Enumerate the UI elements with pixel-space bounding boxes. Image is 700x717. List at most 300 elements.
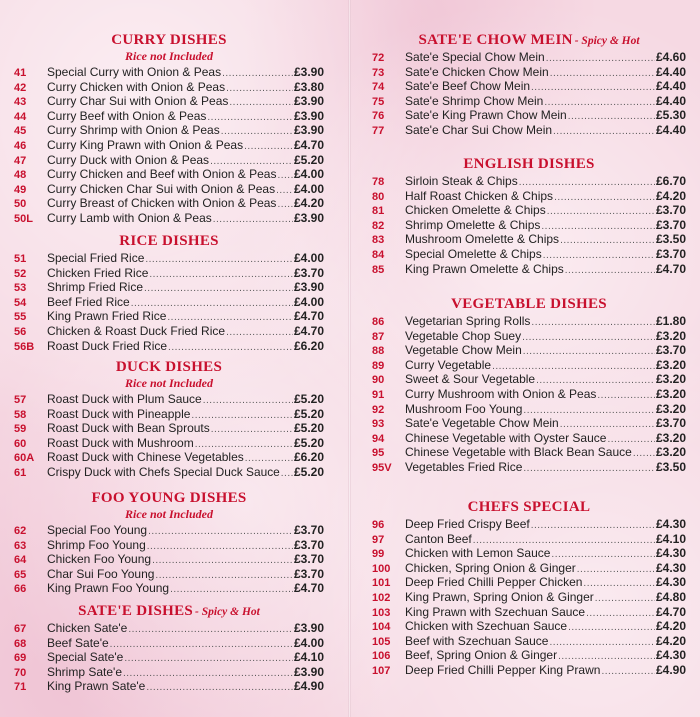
item-number: 72 [372, 52, 385, 64]
item-number: 61 [14, 466, 27, 479]
item-number: 59 [14, 423, 27, 436]
page-fold [348, 0, 351, 717]
item-price: £3.70 [655, 217, 686, 232]
item-number: 84 [372, 248, 385, 261]
item-number: 106 [372, 650, 391, 663]
item-name: Vegetarian Spring Rolls [405, 314, 531, 328]
menu-item-row [14, 65, 324, 80]
section-duck-dishes [14, 358, 324, 480]
item-number: 43 [14, 96, 27, 109]
item-price: £5.30 [655, 108, 686, 123]
menu-items [14, 251, 324, 353]
dot-leader [144, 282, 293, 297]
menu-item-row [372, 619, 686, 634]
item-number: 44 [14, 110, 27, 123]
section-title: CHEFS SPECIAL [467, 499, 591, 515]
item-number: 95 [372, 447, 385, 460]
item-price: £4.30 [655, 575, 686, 590]
menu-item-row [372, 108, 686, 123]
menu-item-row [372, 416, 686, 431]
dot-leader [595, 592, 655, 607]
item-price: £4.30 [655, 560, 686, 575]
item-price: £4.70 [655, 604, 686, 619]
menu-items [372, 50, 686, 138]
item-name: King Prawn, Spring Onion & Ginger [405, 589, 594, 604]
menu-item-row [14, 552, 324, 567]
item-price: £6.20 [293, 450, 324, 465]
item-number: 71 [14, 681, 27, 694]
item-price: £4.30 [655, 517, 686, 531]
item-number: 68 [14, 637, 27, 650]
item-price: £3.20 [655, 328, 686, 343]
item-name: Sate'e Vegetable Chow Mein [405, 416, 559, 431]
item-name: Shrimp Foo Young [47, 537, 146, 552]
item-number: 100 [372, 562, 391, 575]
dot-leader [213, 213, 293, 228]
menu-item-row [14, 650, 324, 665]
item-price: £4.40 [655, 64, 686, 79]
item-price: £6.20 [293, 338, 324, 353]
menu-item-row [372, 402, 686, 417]
item-price: £4.20 [655, 633, 686, 648]
item-number: 55 [14, 311, 27, 324]
item-number: 95V [372, 461, 392, 474]
item-name: Curry Char Sui with Onion & Peas [47, 94, 229, 109]
item-price: £4.90 [655, 662, 686, 677]
section-title: SATE'E DISHES [78, 603, 194, 619]
item-number: 49 [14, 183, 27, 196]
item-number: 56 [14, 325, 27, 338]
item-name: Curry Duck with Onion & Peas [47, 152, 210, 167]
item-name: Beef Sate'e [47, 635, 109, 650]
menu-items [14, 621, 324, 694]
item-number: 83 [372, 234, 385, 247]
menu-item-row [14, 392, 324, 407]
dot-leader [276, 184, 293, 199]
item-name: Roast Duck with Bean Sprouts [47, 421, 210, 436]
dot-leader [222, 67, 293, 82]
menu-item-row [14, 94, 324, 109]
item-name: Shrimp Fried Rice [47, 280, 144, 295]
item-number: 41 [14, 67, 27, 79]
item-price: £5.20 [293, 392, 324, 406]
menu-item-row [372, 648, 686, 663]
item-price: £4.70 [293, 323, 324, 338]
item-name: Roast Duck Fried Rice [47, 338, 168, 353]
item-number: 69 [14, 652, 27, 665]
item-name: Chicken with Lemon Sauce [405, 546, 551, 561]
section-title: RICE DISHES [119, 233, 219, 249]
item-name: Shrimp Sate'e [47, 664, 122, 679]
item-name: Roast Duck with Plum Sauce [47, 392, 202, 406]
dot-leader [123, 667, 293, 682]
item-name: Beef with Szechuan Sauce [405, 633, 549, 648]
menu-item-row [14, 138, 324, 153]
item-number: 66 [14, 583, 27, 596]
menu-item-row [14, 80, 324, 95]
dot-leader [577, 563, 655, 578]
item-price: £3.70 [293, 537, 324, 552]
item-price: £3.80 [293, 79, 324, 94]
item-price: £5.20 [293, 421, 324, 436]
item-price: £5.20 [293, 406, 324, 421]
item-price: £4.10 [293, 650, 324, 665]
item-number: 73 [372, 66, 385, 79]
item-name: Special Sate'e [47, 650, 124, 665]
item-name: Shrimp Omelette & Chips [405, 217, 541, 232]
item-number: 60A [14, 452, 35, 465]
item-price: £4.00 [293, 635, 324, 650]
menu-item-row [14, 266, 324, 281]
menu-item-row [372, 189, 686, 204]
menu-item-row [14, 567, 324, 582]
item-number: 107 [372, 664, 391, 677]
dot-leader [583, 577, 655, 592]
item-number: 85 [372, 263, 385, 276]
dot-leader [146, 681, 293, 696]
dot-leader [523, 462, 655, 477]
menu-item-row [372, 590, 686, 605]
menu-items [14, 392, 324, 480]
item-price: £4.40 [655, 79, 686, 94]
item-number: 80 [372, 190, 385, 203]
dot-leader [633, 447, 655, 462]
menu-item-row [372, 605, 686, 620]
menu-item-row [372, 431, 686, 446]
item-name: Vegetable Chow Mein [405, 343, 522, 358]
item-price: £6.70 [655, 174, 686, 188]
menu-item-row [14, 211, 324, 226]
item-number: 63 [14, 539, 27, 552]
menu-item-row [14, 182, 324, 197]
dot-leader [586, 607, 655, 622]
item-price: £1.80 [655, 314, 686, 328]
dot-leader [565, 264, 655, 279]
item-number: 97 [372, 533, 385, 546]
section-heading [372, 498, 686, 516]
dot-leader [277, 198, 293, 213]
dot-leader [110, 638, 293, 653]
item-name: Chinese Vegetable with Oyster Sauce [405, 430, 607, 445]
item-name: Curry Chicken Char Sui with Onion & Peas [47, 181, 276, 196]
item-name: Chicken with Szechuan Sauce [405, 619, 568, 634]
dot-leader [147, 540, 293, 555]
dot-leader [203, 394, 293, 409]
dot-leader [523, 345, 655, 360]
section-title: SATE'E CHOW MEIN [418, 32, 573, 48]
item-price: £3.70 [293, 566, 324, 581]
menu-item-row [14, 251, 324, 266]
menu-item-row [372, 232, 686, 247]
menu-item-row [14, 636, 324, 651]
section-heading [14, 232, 324, 250]
section-heading [372, 155, 686, 173]
dot-leader [229, 96, 293, 111]
item-price: £5.20 [293, 152, 324, 167]
item-number: 65 [14, 568, 27, 581]
item-number: 89 [372, 359, 385, 372]
dot-leader [560, 234, 655, 249]
item-name: Mushroom Omelette & Chips [405, 232, 560, 247]
item-name: Special Curry with Onion & Peas [47, 65, 222, 79]
item-price: £3.20 [655, 372, 686, 387]
item-name: Chicken Omelette & Chips [405, 203, 546, 218]
dot-leader [550, 67, 655, 82]
item-price: £3.50 [655, 232, 686, 247]
item-name: Sirloin Steak & Chips [405, 174, 518, 188]
section-satee-chow-mein [372, 31, 686, 138]
item-price: £3.70 [655, 343, 686, 358]
item-number: 88 [372, 345, 385, 358]
section-heading [372, 295, 686, 313]
item-number: 90 [372, 374, 385, 387]
item-number: 45 [14, 125, 27, 138]
item-name: Sate'e Shrimp Chow Mein [405, 93, 544, 108]
dot-leader [281, 467, 293, 482]
item-number: 102 [372, 591, 391, 604]
dot-leader [568, 621, 655, 636]
item-name: Curry Mushroom with Onion & Peas [405, 386, 597, 401]
section-heading [14, 602, 324, 620]
menu-item-row [372, 387, 686, 402]
section-vegetable-dishes [372, 295, 686, 475]
menu-item-row [372, 174, 686, 189]
item-number: 104 [372, 621, 391, 634]
menu-item-row [14, 679, 324, 694]
dot-leader [601, 665, 655, 680]
menu-item-row [14, 109, 324, 124]
section-heading [14, 358, 324, 376]
item-price: £4.30 [655, 648, 686, 663]
menu-item-row [372, 517, 686, 532]
item-price: £4.40 [655, 122, 686, 137]
item-number: 42 [14, 81, 27, 94]
item-name: Roast Duck with Chinese Vegetables [47, 450, 244, 465]
dot-leader [207, 111, 293, 126]
item-price: £3.90 [293, 664, 324, 679]
item-name: Deep Fried Chilli Pepper King Prawn [405, 662, 601, 677]
dot-leader [549, 636, 655, 651]
menu-item-row [14, 450, 324, 465]
menu-item-row [372, 532, 686, 547]
menu-item-row [14, 196, 324, 211]
item-number: 62 [14, 525, 27, 537]
item-name: Chinese Vegetable with Black Bean Sauce [405, 445, 632, 460]
item-name: Sate'e Chicken Chow Mein [405, 64, 549, 79]
item-number: 105 [372, 635, 391, 648]
item-number: 67 [14, 623, 27, 635]
menu-items [14, 65, 324, 226]
dot-leader [148, 525, 293, 540]
menu-item-row [14, 280, 324, 295]
item-price: £3.90 [293, 280, 324, 295]
menu-item-row [14, 465, 324, 480]
item-name: Deep Fried Chilli Pepper Chicken [405, 575, 583, 590]
item-number: 77 [372, 124, 385, 137]
menu-item-row [372, 634, 686, 649]
dot-leader [145, 253, 293, 268]
item-number: 87 [372, 330, 385, 343]
section-english-dishes [372, 155, 686, 276]
item-price: £4.20 [655, 619, 686, 634]
menu-item-row [14, 339, 324, 354]
menu-items [372, 314, 686, 475]
dot-leader [522, 331, 655, 346]
menu-item-row [14, 167, 324, 182]
dot-leader [152, 554, 293, 569]
item-price: £3.50 [655, 459, 686, 474]
section-title: VEGETABLE DISHES [451, 296, 607, 312]
dot-leader [168, 341, 293, 356]
dot-leader [553, 125, 655, 140]
item-number: 99 [372, 548, 385, 561]
item-number: 52 [14, 267, 27, 280]
dot-leader [568, 110, 655, 125]
item-price: £4.00 [293, 167, 324, 182]
item-name: Curry King Prawn with Onion & Peas [47, 137, 244, 152]
item-number: 50L [14, 212, 33, 225]
item-name: Roast Duck with Pineapple [47, 406, 191, 421]
section-heading [14, 31, 324, 49]
item-price: £4.30 [655, 546, 686, 561]
menu-item-row [14, 407, 324, 422]
menu-item-row [372, 460, 686, 475]
item-name: Curry Chicken with Onion & Peas [47, 79, 226, 94]
item-name: Vegetable Chop Suey [405, 328, 522, 343]
menu-item-row [14, 523, 324, 538]
item-name: Canton Beef [405, 531, 472, 546]
item-price: £4.60 [655, 50, 686, 64]
menu-item-row [372, 123, 686, 138]
item-name: Crispy Duck with Chefs Special Duck Sauce [47, 464, 280, 479]
item-price: £3.20 [655, 357, 686, 372]
item-number: 103 [372, 606, 391, 619]
item-price: £4.40 [655, 93, 686, 108]
item-name: Half Roast Chicken & Chips [405, 188, 554, 203]
item-number: 75 [372, 95, 385, 108]
item-name: Sate'e Beef Chow Mein [405, 79, 531, 94]
menu-item-row [14, 621, 324, 636]
item-number: 64 [14, 554, 27, 567]
item-name: King Prawn Omelette & Chips [405, 261, 564, 276]
item-number: 57 [14, 394, 27, 406]
menu-item-row [372, 218, 686, 233]
item-name: Chicken Foo Young [47, 552, 152, 567]
menu-item-row [372, 314, 686, 329]
item-price: £4.70 [655, 261, 686, 276]
section-title: ENGLISH DISHES [463, 156, 595, 172]
item-name: Chicken Sate'e [47, 621, 128, 635]
item-number: 58 [14, 408, 27, 421]
menu-item-row [14, 665, 324, 680]
menu-item-row [372, 247, 686, 262]
dot-leader [211, 423, 293, 438]
item-price: £4.70 [293, 137, 324, 152]
item-number: 91 [372, 388, 385, 401]
menu-item-row [372, 546, 686, 561]
item-name: Curry Breast of Chicken with Onion & Peas [47, 196, 277, 211]
item-name: King Prawn with Szechuan Sauce [405, 604, 586, 619]
menu-item-row [372, 94, 686, 109]
section-subtitle: - Spicy & Hot [195, 606, 260, 618]
item-number: 53 [14, 282, 27, 295]
item-number: 46 [14, 139, 27, 152]
item-name: Beef Fried Rice [47, 294, 130, 309]
item-price: £3.90 [293, 621, 324, 635]
item-name: Curry Lamb with Onion & Peas [47, 210, 212, 225]
menu-item-row [372, 343, 686, 358]
menu-item-row [372, 65, 686, 80]
item-name: Chicken, Spring Onion & Ginger [405, 560, 576, 575]
dot-leader [244, 140, 293, 155]
item-price: £3.20 [655, 401, 686, 416]
item-number: 56B [14, 340, 35, 353]
item-name: Deep Fried Crispy Beef [405, 517, 530, 531]
section-note: Rice not Included [124, 507, 213, 521]
item-price: £3.70 [293, 552, 324, 567]
item-price: £3.90 [293, 210, 324, 225]
dot-leader [226, 326, 293, 341]
section-title: DUCK DISHES [115, 359, 223, 375]
dot-leader [546, 52, 655, 67]
item-price: £3.20 [655, 430, 686, 445]
menu-item-row [14, 538, 324, 553]
dot-leader [554, 191, 655, 206]
menu-item-row [372, 372, 686, 387]
item-number: 86 [372, 316, 385, 328]
menu-items [372, 174, 686, 276]
menu-item-row [14, 153, 324, 168]
item-number: 47 [14, 154, 27, 167]
item-name: King Prawn Fried Rice [47, 309, 167, 324]
item-name: Mushroom Foo Young [405, 401, 523, 416]
dot-leader [149, 268, 293, 283]
section-heading [372, 31, 686, 49]
item-price: £3.20 [655, 386, 686, 401]
section-title: FOO YOUNG DISHES [91, 490, 247, 506]
item-name: Roast Duck with Mushroom [47, 435, 194, 450]
item-number: 48 [14, 169, 27, 182]
item-number: 94 [372, 432, 385, 445]
menu-item-row [14, 581, 324, 596]
item-price: £4.20 [293, 196, 324, 211]
item-name: King Prawn Sate'e [47, 679, 146, 694]
item-price: £5.20 [293, 435, 324, 450]
item-price: £3.70 [293, 265, 324, 280]
item-name: Beef, Spring Onion & Ginger [405, 648, 558, 663]
section-curry-dishes [14, 31, 324, 226]
item-name: Sate'e Special Chow Mein [405, 50, 545, 64]
item-number: 51 [14, 253, 27, 265]
item-price: £5.20 [293, 464, 324, 479]
menu-item-row [14, 324, 324, 339]
item-price: £3.70 [293, 523, 324, 537]
section-title: CURRY DISHES [111, 32, 227, 48]
menu-item-row [372, 203, 686, 218]
dot-leader [155, 569, 293, 584]
dot-leader [226, 82, 293, 97]
section-satee-dishes [14, 602, 324, 694]
section-note: Rice not Included [124, 49, 213, 63]
section-heading [14, 489, 324, 507]
menu-item-row [372, 358, 686, 373]
item-price: £4.10 [655, 531, 686, 546]
item-number: 96 [372, 519, 385, 531]
menu-item-row [14, 421, 324, 436]
menu-items [14, 523, 324, 596]
item-number: 93 [372, 418, 385, 431]
item-price: £3.70 [655, 416, 686, 431]
